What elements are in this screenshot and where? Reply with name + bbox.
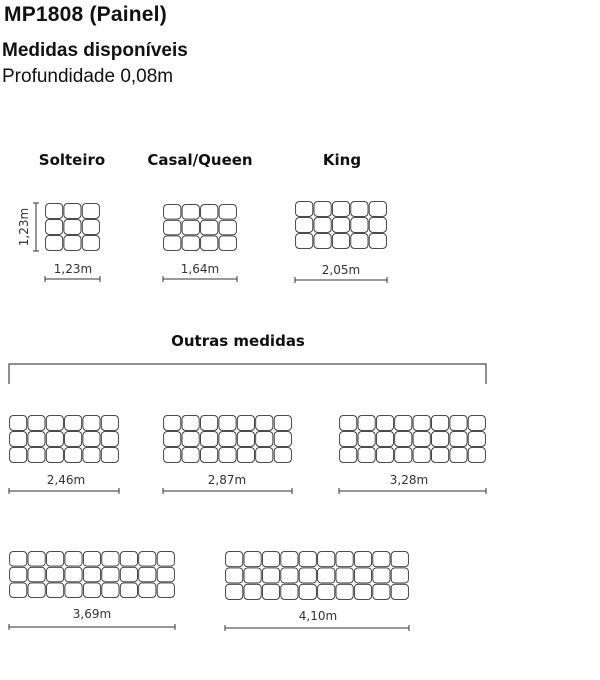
panel-cell	[358, 416, 375, 431]
panel-cell	[340, 448, 357, 463]
panel-cell	[314, 234, 331, 249]
panel-cell	[281, 552, 298, 567]
panel-cell	[262, 568, 279, 583]
other-sizes-bracket	[9, 364, 486, 384]
panel-cell	[376, 432, 393, 447]
panel-cell	[83, 448, 100, 463]
panel-cell	[164, 432, 181, 447]
panel-cell	[201, 416, 218, 431]
panel-cell	[164, 448, 181, 463]
panel-cell	[413, 448, 430, 463]
panel-cell	[182, 416, 199, 431]
panel-3-28m	[339, 416, 486, 494]
panel-cell	[101, 432, 118, 447]
panel-casal-queen	[163, 205, 237, 282]
panel-cell	[102, 583, 119, 598]
panel-cell	[164, 236, 181, 251]
width-label-4-10m: 4,10m	[298, 609, 338, 623]
panel-cell	[395, 432, 412, 447]
panel-cell	[314, 202, 331, 217]
panel-cell	[219, 432, 236, 447]
panel-cell	[296, 234, 313, 249]
panel-cell	[432, 416, 449, 431]
panel-cell	[64, 236, 81, 251]
panel-cell	[83, 552, 100, 567]
panel-cell	[395, 416, 412, 431]
panel-cell	[101, 416, 118, 431]
panel-cell	[46, 236, 63, 251]
panel-cell	[157, 567, 174, 582]
panel-cell	[468, 416, 485, 431]
panel-cell	[28, 567, 45, 582]
label-king: King	[322, 151, 362, 169]
panel-cell	[10, 552, 27, 567]
panel-cell	[83, 432, 100, 447]
panel-cell	[299, 552, 316, 567]
panel-cell	[244, 568, 261, 583]
panel-cell	[65, 448, 82, 463]
panel-cell	[201, 432, 218, 447]
panel-cell	[219, 220, 236, 235]
panel-cell	[182, 236, 199, 251]
panel-cell	[468, 448, 485, 463]
panel-cell	[182, 448, 199, 463]
width-label-casal-queen: 1,64m	[180, 262, 220, 276]
width-label-solteiro: 1,23m	[53, 262, 93, 276]
panel-cell	[28, 416, 45, 431]
panel-cell	[47, 552, 64, 567]
panel-cell	[274, 448, 291, 463]
panel-cell	[219, 448, 236, 463]
panel-cell	[413, 432, 430, 447]
panel-cell	[83, 567, 100, 582]
panel-cell	[101, 448, 118, 463]
panel-cell	[299, 584, 316, 599]
panel-cell	[201, 448, 218, 463]
panel-king	[295, 202, 387, 283]
height-label-solteiro: 1,23m	[17, 207, 31, 247]
panel-cell	[65, 567, 82, 582]
panel-4-10m	[225, 552, 409, 631]
panel-cell	[369, 218, 386, 233]
panel-cell	[262, 552, 279, 567]
panel-cell	[10, 432, 27, 447]
panel-cell	[10, 416, 27, 431]
panel-cell	[274, 432, 291, 447]
panel-cell	[46, 448, 63, 463]
page-subtitle: Medidas disponíveis	[2, 40, 188, 61]
panel-cell	[201, 220, 218, 235]
panel-cell	[164, 220, 181, 235]
panel-cell	[102, 567, 119, 582]
panel-cell	[157, 552, 174, 567]
panel-cell	[28, 432, 45, 447]
panel-cell	[219, 236, 236, 251]
panel-cell	[28, 583, 45, 598]
panel-cell	[237, 416, 254, 431]
width-label-2-46m: 2,46m	[46, 473, 86, 487]
panel-cell	[351, 202, 368, 217]
panel-cell	[432, 448, 449, 463]
panel-cell	[256, 448, 273, 463]
panel-cell	[164, 205, 181, 220]
panel-cell	[219, 205, 236, 220]
panel-cell	[120, 583, 137, 598]
panel-cell	[354, 584, 371, 599]
panel-2-87m	[163, 416, 292, 494]
panel-cell	[256, 432, 273, 447]
panel-cell	[28, 448, 45, 463]
panel-cell	[376, 448, 393, 463]
panel-cell	[262, 584, 279, 599]
panel-cell	[274, 416, 291, 431]
panel-cell	[46, 416, 63, 431]
panel-cell	[351, 218, 368, 233]
panel-cell	[226, 568, 243, 583]
panel-cell	[201, 236, 218, 251]
panel-cell	[201, 205, 218, 220]
panel-cell	[237, 432, 254, 447]
width-label-3-28m: 3,28m	[389, 473, 429, 487]
panel-cell	[46, 204, 63, 219]
panel-cell	[395, 448, 412, 463]
panel-cell	[354, 568, 371, 583]
panel-cell	[391, 568, 408, 583]
panel-cell	[340, 416, 357, 431]
panel-cell	[281, 568, 298, 583]
panel-3-69m	[9, 552, 175, 630]
panel-cell	[336, 568, 353, 583]
panel-cell	[46, 432, 63, 447]
width-label-3-69m: 3,69m	[72, 607, 112, 621]
panel-cell	[237, 448, 254, 463]
panel-cell	[332, 234, 349, 249]
panel-cell	[82, 236, 99, 251]
panel-2-46m	[9, 416, 119, 494]
panel-cell	[64, 204, 81, 219]
panel-cell	[226, 552, 243, 567]
panel-cell	[318, 552, 335, 567]
panel-cell	[157, 583, 174, 598]
width-label-2-87m: 2,87m	[207, 473, 247, 487]
panel-cell	[450, 416, 467, 431]
panel-cell	[369, 202, 386, 217]
panel-cell	[391, 552, 408, 567]
panel-cell	[219, 416, 236, 431]
panel-cell	[450, 432, 467, 447]
panel-cell	[82, 204, 99, 219]
panel-cell	[332, 202, 349, 217]
panel-cell	[358, 448, 375, 463]
panel-cell	[10, 448, 27, 463]
panel-cell	[65, 583, 82, 598]
panel-cell	[65, 432, 82, 447]
panel-cell	[65, 416, 82, 431]
panel-cell	[332, 218, 349, 233]
panel-cell	[432, 432, 449, 447]
panel-cell	[391, 584, 408, 599]
panel-cell	[336, 584, 353, 599]
panel-cell	[47, 567, 64, 582]
panel-cell	[373, 552, 390, 567]
label-casal-queen: Casal/Queen	[147, 151, 253, 169]
panel-cell	[369, 234, 386, 249]
panel-cell	[354, 552, 371, 567]
depth-label: Profundidade 0,08m	[2, 66, 174, 87]
panel-cell	[82, 220, 99, 235]
panel-solteiro	[17, 203, 100, 282]
panel-cell	[83, 416, 100, 431]
panel-cell	[450, 448, 467, 463]
panel-cell	[164, 416, 181, 431]
panel-cell	[376, 416, 393, 431]
panel-cell	[102, 552, 119, 567]
panel-cell	[281, 584, 298, 599]
panel-cell	[358, 432, 375, 447]
panel-cell	[373, 568, 390, 583]
panel-cell	[244, 552, 261, 567]
panel-cell	[65, 552, 82, 567]
panel-cell	[182, 220, 199, 235]
panel-cell	[318, 568, 335, 583]
panel-cell	[413, 416, 430, 431]
panel-cell	[318, 584, 335, 599]
panel-cell	[244, 584, 261, 599]
panel-cell	[139, 583, 156, 598]
panel-cell	[139, 552, 156, 567]
panel-cell	[46, 220, 63, 235]
panel-cell	[120, 552, 137, 567]
panel-cell	[296, 202, 313, 217]
panel-cell	[299, 568, 316, 583]
panel-cell	[182, 205, 199, 220]
panel-cell	[340, 432, 357, 447]
panel-cell	[182, 432, 199, 447]
panel-cell	[468, 432, 485, 447]
width-label-king: 2,05m	[321, 263, 361, 277]
panel-cell	[351, 234, 368, 249]
panel-cell	[83, 583, 100, 598]
panel-cell	[10, 583, 27, 598]
panel-cell	[28, 552, 45, 567]
panel-cell	[226, 584, 243, 599]
panel-cell	[64, 220, 81, 235]
label-solteiro: Solteiro	[38, 151, 106, 169]
panel-cell	[120, 567, 137, 582]
panel-cell	[139, 567, 156, 582]
panel-cell	[296, 218, 313, 233]
panel-cell	[336, 552, 353, 567]
panel-cell	[256, 416, 273, 431]
panel-cell	[10, 567, 27, 582]
panel-cell	[47, 583, 64, 598]
page-title: MP1808 (Painel)	[4, 3, 167, 26]
panel-cell	[314, 218, 331, 233]
label-other-sizes: Outras medidas	[171, 332, 305, 350]
panel-cell	[373, 584, 390, 599]
